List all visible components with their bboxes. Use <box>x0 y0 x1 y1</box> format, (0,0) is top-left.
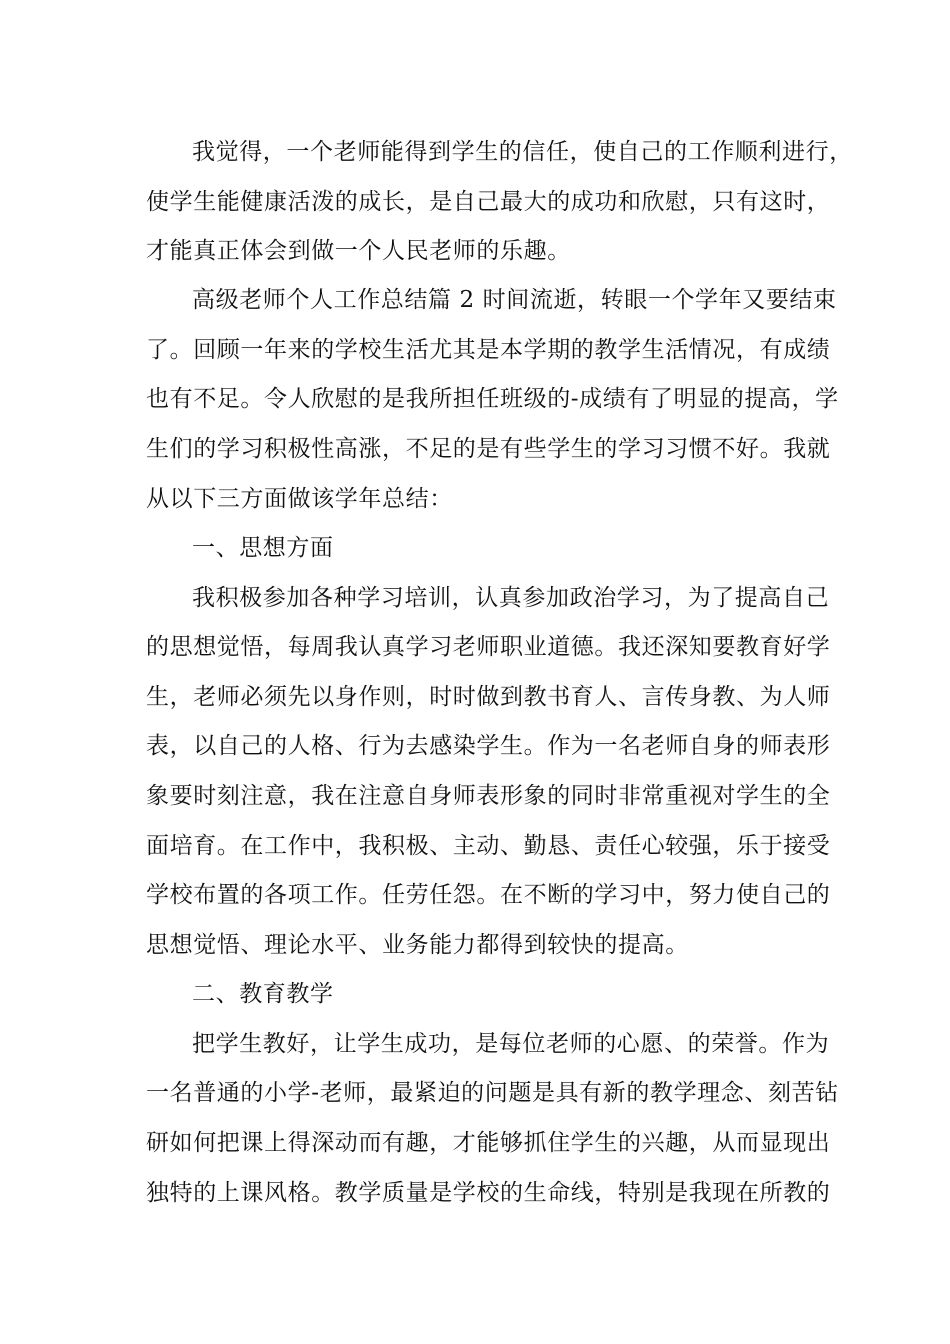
text-line: 一名普通的小学-老师，最紧迫的问题是具有新的教学理念、刻苦钻 <box>146 1080 839 1106</box>
text-line: 面培育。在工作中，我积极、主动、勤恳、责任心较强，乐于接受 <box>146 833 831 859</box>
text-line: 象要时刻注意，我在注意自身师表形象的同时非常重视对学生的全 <box>146 783 831 809</box>
text-line: 了。回顾一年来的学校生活尤其是本学期的教学生活情况，有成绩 <box>146 337 831 363</box>
text-line: 使学生能健康活泼的成长，是自己最大的成功和欣慰，只有这时， <box>146 189 831 215</box>
text-line: 从以下三方面做该学年总结： <box>146 486 453 512</box>
text-line: 才能真正体会到做一个人民老师的乐趣。 <box>146 238 571 264</box>
text-line: 高级老师个人工作总结篇 2 时间流逝，转眼一个学年又要结束 <box>192 287 837 313</box>
text-line: 也有不足。令人欣慰的是我所担任班级的-成绩有了明显的提高，学 <box>146 386 839 412</box>
text-line: 独特的上课风格。教学质量是学校的生命线，特别是我现在所教的 <box>146 1180 831 1206</box>
section-heading: 一、思想方面 <box>192 535 334 561</box>
text-line: 的思想觉悟，每周我认真学习老师职业道德。我还深知要教育好学 <box>146 634 831 660</box>
text-line: 生，老师必须先以身作则，时时做到教书育人、言传身教、为人师 <box>146 684 831 710</box>
section-heading: 二、教育教学 <box>192 981 334 1007</box>
text-line: 我觉得，一个老师能得到学生的信任，使自己的工作顺利进行， <box>192 139 853 165</box>
text-line: 我积极参加各种学习培训，认真参加政治学习，为了提高自己 <box>192 585 830 611</box>
text-line: 学校布置的各项工作。任劳任怨。在不断的学习中，努力使自己的 <box>146 882 831 908</box>
text-line: 思想觉悟、理论水平、业务能力都得到较快的提高。 <box>146 932 689 958</box>
text-line: 研如何把课上得深动而有趣，才能够抓住学生的兴趣，从而显现出 <box>146 1130 831 1156</box>
text-line: 生们的学习积极性高涨，不足的是有些学生的学习习惯不好。我就 <box>146 436 831 462</box>
text-line: 表，以自己的人格、行为去感染学生。作为一名老师自身的师表形 <box>146 733 831 759</box>
text-line: 把学生教好，让学生成功，是每位老师的心愿、的荣誉。作为 <box>192 1031 830 1057</box>
